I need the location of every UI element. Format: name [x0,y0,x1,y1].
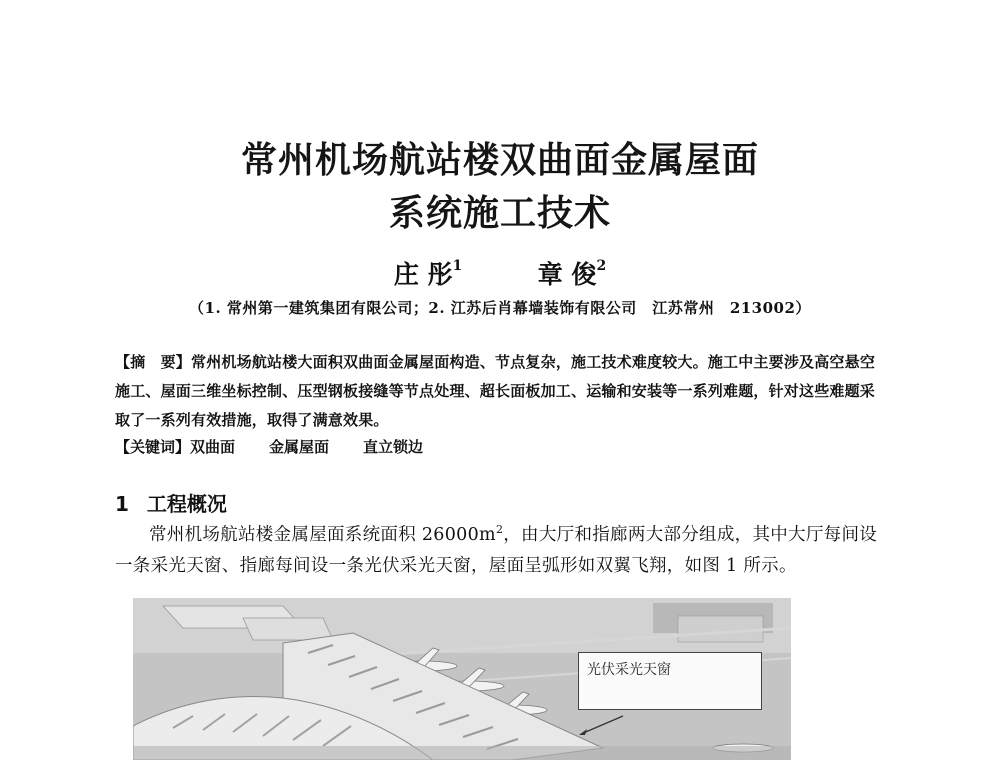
paper-title-line-1: 常州机场航站楼双曲面金属屋面 [240,140,759,181]
abstract-text: 常州机场航站楼大面积双曲面金属屋面构造、节点复杂，施工技术难度较大。施工中主要涉及高空悬空施工、屋面三维坐标控制、压型钢板接缝等节点处理、超长面板加工、运输和安装等一系列难题，针对这些难题采取了一系列有效措施，取得了满意效果。 [115,353,876,429]
body-paragraph: 常州机场航站楼金属屋面系统面积 $26000m^2$，由大厅和指廊两大部分组成，其中大厅每间设一条采光天窗、指廊每间设一条光伏采光天窗，屋面呈弧形如双翼飞翔，如图 1 所示。 [115,523,878,576]
authors [0,255,1000,291]
affiliation: （1. 常州第一建筑集团有限公司；2. 江苏后肖幕墙装饰有限公司 江苏常州 213002） [189,299,811,317]
keywords [115,436,885,457]
section-title: 工程概况 [146,492,227,516]
section-heading [115,488,227,517]
author-2: 章 俊$^2$ [537,257,607,289]
keyword: 金属屋面 [269,438,330,456]
abstract-label: 【摘 要】 [115,353,192,371]
section-number: 1 [115,492,129,516]
abstract [115,348,885,435]
author-1: 庄 彤$^1$ [393,257,463,289]
paper-title-line-2: 系统施工技术 [388,193,611,234]
figure-callout-label: 光伏采光天窗 [578,652,762,710]
keyword: 直立锁边 [363,438,424,456]
keyword: 双曲面 [190,438,236,456]
keywords-label: 【关键词】 [115,438,191,456]
